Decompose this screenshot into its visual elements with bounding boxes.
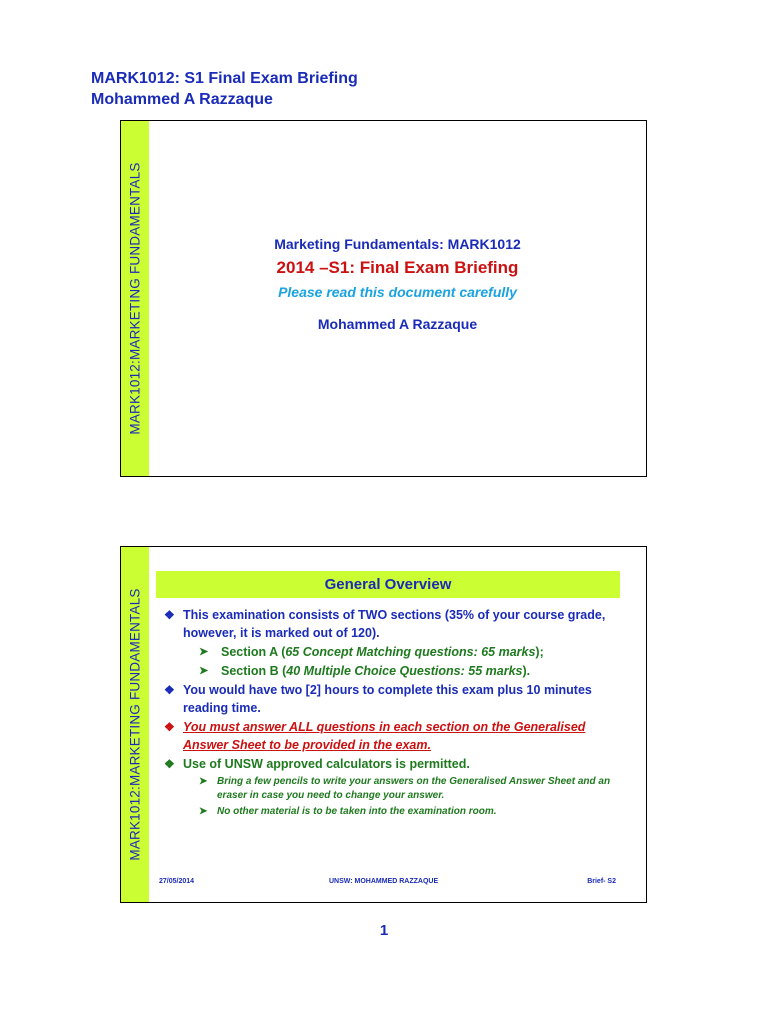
slide-footer bbox=[149, 878, 646, 890]
list-subitem bbox=[161, 662, 628, 680]
slide-overview bbox=[120, 546, 647, 903]
arrow-bullet-icon: ➤ bbox=[199, 776, 208, 787]
header-author: Mohammed A Razzaque bbox=[91, 91, 273, 108]
footer-slide-id: Brief- S2 bbox=[587, 878, 616, 885]
arrow-bullet-icon: ➤ bbox=[199, 646, 209, 658]
footer-center: UNSW: MOHAMMED RAZZAQUE bbox=[329, 878, 439, 885]
list-subitem bbox=[161, 643, 628, 661]
slide-sidebar bbox=[121, 121, 149, 476]
bullet-text: This examination consists of TWO sections (35% of your course grade, however, it is marked out of 120). bbox=[183, 608, 606, 640]
arrow-bullet-icon: ➤ bbox=[199, 806, 208, 817]
header-title: MARK1012: S1 Final Exam Briefing bbox=[91, 70, 358, 87]
arrow-bullet-icon: ➤ bbox=[199, 665, 209, 677]
section-a-detail: 65 Concept Matching questions: 65 marks bbox=[285, 645, 536, 659]
list-item bbox=[161, 606, 628, 642]
diamond-bullet-icon: ❖ bbox=[164, 720, 175, 734]
bullet-text: You would have two [2] hours to complete this exam plus 10 minutes reading time. bbox=[183, 683, 592, 715]
bullet-text-warning: You must answer ALL questions in each section on the Generalised Answer Sheet to be provided in the exam. bbox=[183, 720, 586, 752]
section-b-detail: 40 Multiple Choice Questions: 55 marks bbox=[286, 664, 523, 678]
document-header bbox=[91, 68, 358, 110]
sidebar-label: MARK1012:MARKETING FUNDAMENTALS bbox=[127, 588, 143, 861]
list-item bbox=[161, 681, 628, 717]
diamond-bullet-icon: ❖ bbox=[164, 608, 175, 622]
diamond-bullet-icon: ❖ bbox=[164, 683, 175, 697]
list-item bbox=[161, 755, 628, 773]
slide-cover bbox=[120, 120, 647, 477]
overview-heading: General Overview bbox=[156, 571, 620, 598]
cover-title: 2014 –S1: Final Exam Briefing bbox=[276, 258, 519, 277]
bullet-text: Use of UNSW approved calculators is permitted. bbox=[183, 757, 470, 771]
section-b-label: Section B ( bbox=[221, 664, 287, 678]
subitem-text: No other material is to be taken into the examination room. bbox=[217, 806, 497, 817]
subitem-text: Bring a few pencils to write your answers on the Generalised Answer Sheet and an eraser in case you need to change your answer. bbox=[217, 776, 611, 801]
section-a-end: ); bbox=[535, 645, 544, 659]
diamond-bullet-icon: ❖ bbox=[164, 757, 175, 771]
cover-author: Mohammed A Razzaque bbox=[317, 316, 478, 332]
sidebar-label: MARK1012:MARKETING FUNDAMENTALS bbox=[127, 162, 143, 435]
cover-subtitle: Please read this document carefully bbox=[278, 284, 517, 300]
list-item bbox=[161, 718, 628, 754]
list-subitem bbox=[161, 775, 628, 803]
course-name: Marketing Fundamentals: MARK1012 bbox=[274, 236, 521, 252]
section-a-label: Section A ( bbox=[221, 645, 286, 659]
overview-content bbox=[161, 606, 628, 819]
page-number: 1 bbox=[379, 922, 389, 939]
slide-sidebar bbox=[121, 547, 149, 902]
section-b-end: ). bbox=[522, 664, 531, 678]
cover-content bbox=[149, 236, 646, 332]
list-subitem bbox=[161, 805, 628, 819]
footer-date: 27/05/2014 bbox=[159, 878, 195, 885]
